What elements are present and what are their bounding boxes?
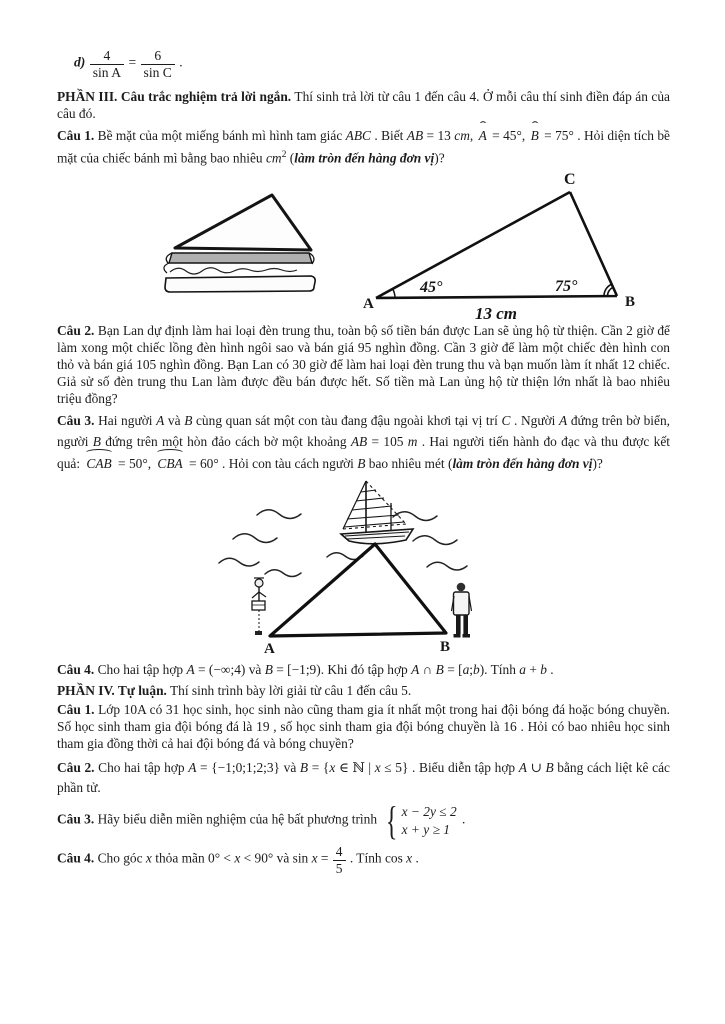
head — [457, 583, 466, 592]
head — [255, 579, 263, 587]
top-bread-slice — [175, 195, 311, 250]
angle-arc-b — [607, 287, 613, 296]
waves-icon — [219, 510, 467, 577]
wave-line — [233, 534, 277, 543]
wave-line — [413, 536, 457, 545]
leg — [463, 615, 468, 634]
wave-line — [219, 558, 259, 566]
filling-layer — [169, 253, 312, 263]
sail-edge — [343, 481, 366, 529]
wave-line — [257, 510, 301, 519]
part4-question-1: Câu 1. Lớp 10A có 31 học sinh, học sinh nào cũng tham gia ít nhất một trong hai đội bóng đá hoặc bóng chuyền. Số học sinh tham gia đội bóng đá là 19 , số học sinh tham gia đội bóng chuyền là 16 . Hỏi có bao nhiêu học sinh tham gia đồng thời cả hai đội bóng đá và bóng chuyền? — [57, 702, 670, 752]
question1-figure — [57, 170, 670, 320]
vertex-label-a: A — [363, 295, 374, 312]
sandwich-drawing — [164, 195, 315, 292]
part4-question-3: Câu 3. Hãy biểu diễn miền nghiệm của hệ bất phương trình { x − 2y ≤ 2 x + y ≥ 1 . — [57, 797, 466, 843]
batten-line — [356, 498, 384, 501]
foot — [454, 634, 461, 638]
part3-heading: PHẦN III. Câu trắc nghiệm trả lời ngắn. Thí sinh trả lời từ câu 1 đến câu 4. Ở mỗi câu thí sinh điền đáp án của câu đó. — [57, 88, 671, 121]
batten-line — [352, 506, 392, 510]
position-label-b: B — [440, 638, 451, 655]
base-length-label: 13 cm — [474, 303, 518, 322]
position-label-a: A — [264, 640, 275, 657]
part3-question-3: Câu 3. Hai người A và B cùng quan sát một con tàu đang đậu ngoài khơi tại vị trí C . Người A đứng trên bờ biển, người B đứng trên một hòn đảo cách bờ một khoảng AB = 105 m . Hai người tiến hành đo đạc và thu được kết quả: CAB = 50°, CBA = 60° . Hỏi con tàu cách người B bao nhiêu mét (làm tròn đến hàng đơn vị)? — [57, 410, 670, 475]
question3-figure — [57, 475, 670, 659]
sandwich-illustration — [145, 188, 335, 318]
part3-question-2: Câu 2. Bạn Lan dự định làm hai loại đèn trung thu, toàn bộ số tiền bán được Lan sẽ ủng hộ từ thiện. Cần 2 giờ để làm xong một chiếc lồng đèn hình ngôi sao và bán giá 95 nghìn đồng. Cần 3 giờ để làm một chiếc đèn hình con thỏ và bán giá 105 nghìn đồng. Bạn Lan có 30 giờ để làm hai loại đèn trung thu và bạn muốn làm ít nhất 12 chiếc. Giả sử số đèn trung thu Lan làm được đều bán được hết. Số tiền mà Lan ủng hộ từ thiện lớn nhất là bao nhiêu triệu đồng? — [57, 322, 670, 407]
wave-line — [393, 512, 437, 521]
lettuce-wavy-line — [170, 267, 297, 273]
sea-survey-illustration — [215, 477, 525, 662]
bread-crust-curve — [164, 263, 169, 273]
angle-a-value: 45° — [420, 278, 443, 296]
wave-line — [427, 562, 467, 570]
vertex-label-b: B — [625, 293, 636, 310]
part3-question-4: Câu 4. Cho hai tập hợp A = (−∞;4) và B = [−1;9). Khi đó tập hợp A ∩ B = [a;b). Tính a + b . — [57, 661, 554, 677]
part4-question-4: Câu 4. Cho góc x thỏa mãn 0° < x < 90° và sin x = $\frac{4}{5}$ . Tính cos x . — [57, 843, 419, 876]
torso — [454, 592, 470, 615]
bottom-bread-slice — [165, 276, 315, 292]
leg — [456, 615, 461, 634]
batten-line — [361, 490, 376, 492]
part3-question-1: Câu 1. Bề mặt của một miếng bánh mì hình tam giác ABC . Biết AB = 13 cm, ˆ A = 45°, ˆ B = 75° . Hỏi diện tích bề mặt của chiếc bánh mì bằng bao nhiêu $cm^2$ (làm tròn đến hàng đơn vị)? — [57, 125, 670, 169]
surveyor-a-icon — [252, 578, 266, 635]
part4-heading: PHẦN IV. Tự luận. Thí sinh trình bày lời giải từ câu 1 đến câu 5. — [57, 682, 412, 698]
foot — [463, 634, 471, 638]
observer-b-icon — [452, 583, 472, 638]
survey-triangle — [270, 544, 446, 636]
wave-line — [265, 570, 301, 577]
base-mark — [255, 631, 262, 635]
angle-b-value: 75° — [555, 277, 578, 295]
triangle-outline — [376, 192, 617, 298]
vertex-label-c: C — [564, 170, 576, 188]
triangle-abc-diagram — [363, 170, 663, 322]
exam-page — [57, 0, 670, 876]
instrument-box — [252, 601, 265, 610]
part4-question-2: Câu 2. Cho hai tập hợp A = {−1;0;1;2;3} và B = {x ∈ ℕ | x ≤ 5} . Biểu diễn tập hợp A ∪ B bằng cách liệt kê các phần tử. — [57, 759, 670, 796]
answer-option-d: d) $\frac{4}{\text{sin A}}$ = $\frac{6}{\text{sin C}}$ . — [74, 48, 183, 81]
